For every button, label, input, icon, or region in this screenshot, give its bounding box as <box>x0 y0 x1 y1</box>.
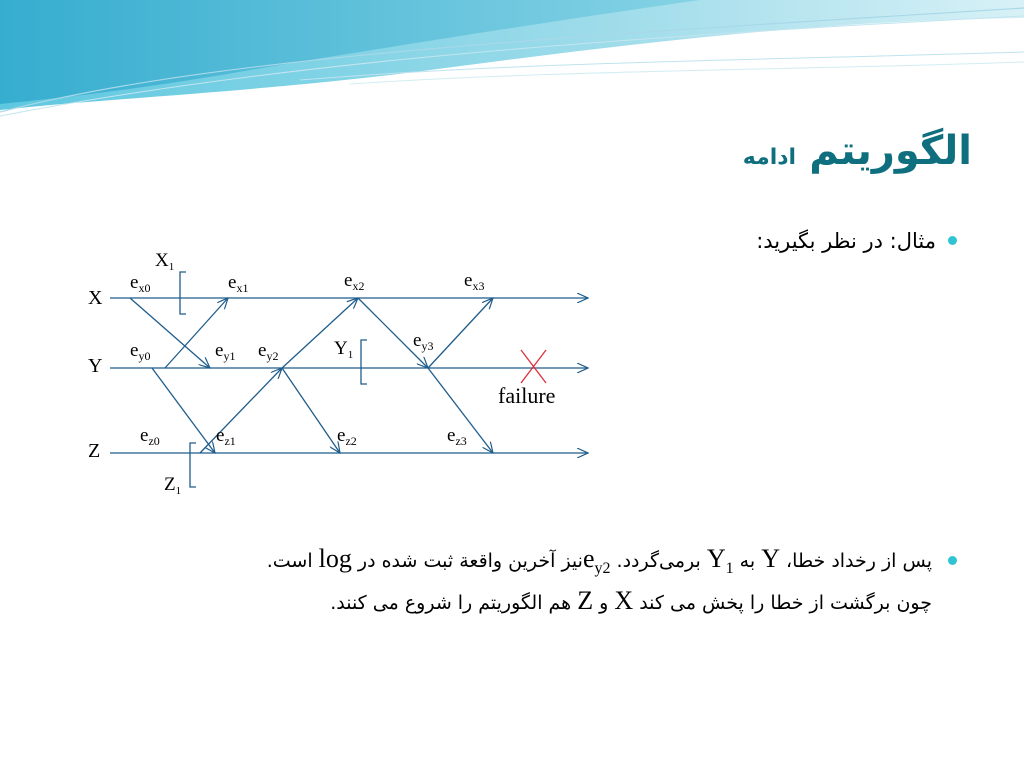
event-label-y0: $e_{y0}$ <box>130 340 151 363</box>
line1-log: log <box>318 544 352 573</box>
line1-part-a: پس از رخداد خطا، <box>779 550 932 572</box>
line2-part-c: هم الگوریتم را شروع می کنند. <box>330 592 578 614</box>
msg-y0-z1 <box>152 368 215 453</box>
event-label-x3: $e_{x3}$ <box>464 270 485 293</box>
bullet-text-line2 <box>330 586 932 616</box>
line1-part-d: نیز آخرین واقعة ثبت شده در <box>351 550 583 572</box>
line2-part-a: چون برگشت از خطا را پخش می کند <box>633 592 932 614</box>
event-label-z3: $e_{z3}$ <box>447 425 467 448</box>
event-label-x2: $e_{x2}$ <box>344 270 365 293</box>
msg-z1-y2 <box>200 368 282 453</box>
checkpoint-label-z1: $Z_1$ <box>164 474 182 497</box>
event-label-z0: $e_{z0}$ <box>140 425 160 448</box>
checkpoint-y1-bracket <box>361 340 367 384</box>
process-label-x: X <box>88 287 103 309</box>
bullet-dot <box>948 236 957 245</box>
event-label-x1: $e_{x1}$ <box>228 272 249 295</box>
process-label-z: Z <box>88 440 101 462</box>
checkpoint-x1-bracket <box>180 272 186 314</box>
event-label-z2: $e_{z2}$ <box>337 425 357 448</box>
line1-part-c: برمی‌گردد. <box>610 550 707 572</box>
line1-end: است. <box>266 550 319 572</box>
line2-part-b: و <box>593 592 615 614</box>
checkpoint-label-y1: $Y_1$ <box>334 338 354 361</box>
event-label-y1: $e_{y1}$ <box>215 340 236 363</box>
msg-y2-z2 <box>282 368 340 453</box>
line2-x: X <box>614 586 634 615</box>
line1-y: Y <box>761 544 780 573</box>
event-label-y2: $e_{y2}$ <box>258 340 279 363</box>
header-wave-decoration <box>0 0 1024 120</box>
checkpoint-z1-bracket <box>190 443 196 487</box>
line1-part-b: به <box>733 550 762 572</box>
line1-y1: $Y_1$ <box>706 544 734 578</box>
bullet-text-example: مثال: در نظر بگیرید: <box>756 229 936 253</box>
title-main: الگوریتم <box>809 128 972 174</box>
event-label-y3: $e_{y3}$ <box>413 330 434 353</box>
event-label-z1: $e_{z1}$ <box>216 425 236 448</box>
line2-z: Z <box>577 586 594 615</box>
bullet-text-line1 <box>267 544 932 578</box>
failure-x-mark <box>521 350 546 383</box>
event-label-x0: $e_{x0}$ <box>130 272 151 295</box>
failure-label: failure <box>498 383 556 408</box>
slide-title <box>743 128 972 174</box>
event-timeline-diagram <box>0 230 640 510</box>
checkpoint-label-x1: $X_1$ <box>155 250 175 273</box>
bullet-dot <box>948 556 957 565</box>
line1-ey2: $e_{y2}$ <box>582 544 611 578</box>
title-sub: ادامه <box>742 145 797 170</box>
process-label-y: Y <box>88 355 103 377</box>
msg-y3-x3 <box>428 298 493 368</box>
